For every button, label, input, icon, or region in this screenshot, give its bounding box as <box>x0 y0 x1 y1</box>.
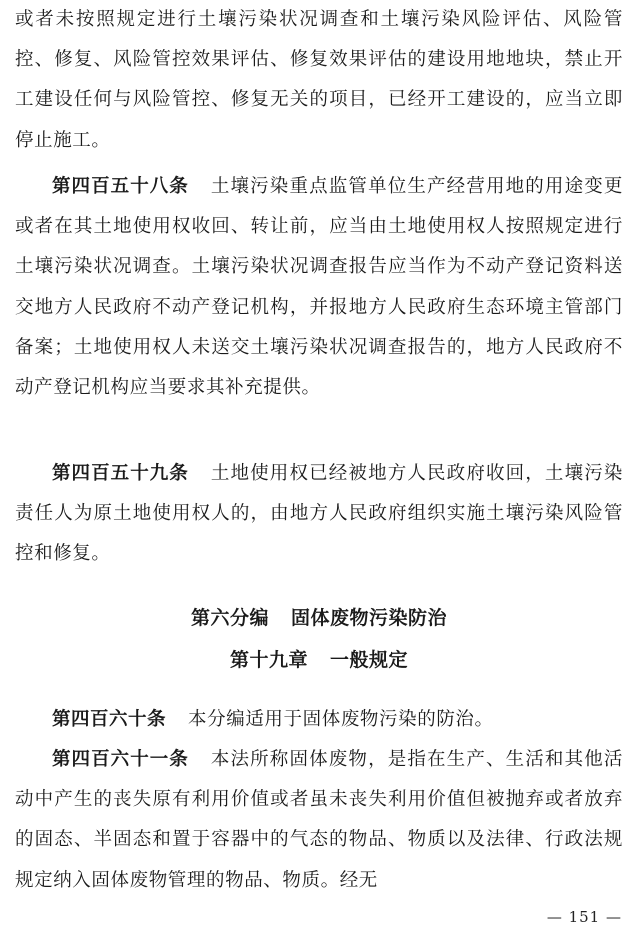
article-text: 本分编适用于固体废物污染的防治。 <box>188 709 494 730</box>
part-number: 第六分编 <box>190 607 269 629</box>
paragraph-continuation <box>15 0 623 161</box>
page-number: — 151 — <box>546 908 622 926</box>
chapter-title: 一般规定 <box>330 649 409 671</box>
part-title: 固体废物污染防治 <box>291 607 448 629</box>
chapter-heading <box>0 645 638 672</box>
article-number: 第四百五十九条 <box>52 463 189 484</box>
article-number: 第四百五十八条 <box>52 176 189 197</box>
chapter-number: 第十九章 <box>229 649 308 671</box>
article-text: 土地使用权已经被地方人民政府收回，土壤污染责任人为原土地使用权人的，由地方人民政府组织实施土壤污染风险管控和修复。 <box>15 463 623 565</box>
article-number: 第四百六十一条 <box>52 749 189 770</box>
article-461 <box>15 740 623 901</box>
paragraph-text: 或者未按照规定进行土壤污染状况调查和土壤污染风险评估、风险管控、修复、风险管控效果评估、修复效果评估的建设用地地块，禁止开工建设任何与风险管控、修复无关的项目，已经开工建设的，应当立即停止施工。 <box>15 9 623 151</box>
article-458 <box>15 167 623 408</box>
part-heading <box>0 603 638 630</box>
article-text: 土壤污染重点监管单位生产经营用地的用途变更或者在其土地使用权收回、转让前，应当由土地使用权人按照规定进行土壤污染状况调查。土壤污染状况调查报告应当作为不动产登记资料送交地方人民政府不动产登记机构，并报地方人民政府生态环境主管部门备案；土地使用权人未送交土壤污染状况调查报告的，地方人民政府不动产登记机构应当要求其补充提供。 <box>15 176 623 399</box>
article-459 <box>15 454 623 575</box>
article-number: 第四百六十条 <box>52 709 167 730</box>
article-460 <box>15 700 623 740</box>
article-text: 本法所称固体废物，是指在生产、生活和其他活动中产生的丧失原有利用价值或者虽未丧失利用价值但被抛弃或者放弃的固态、半固态和置于容器中的气态的物品、物质以及法律、行政法规规定纳入固体废物管理的物品、物质。经无 <box>15 749 623 891</box>
